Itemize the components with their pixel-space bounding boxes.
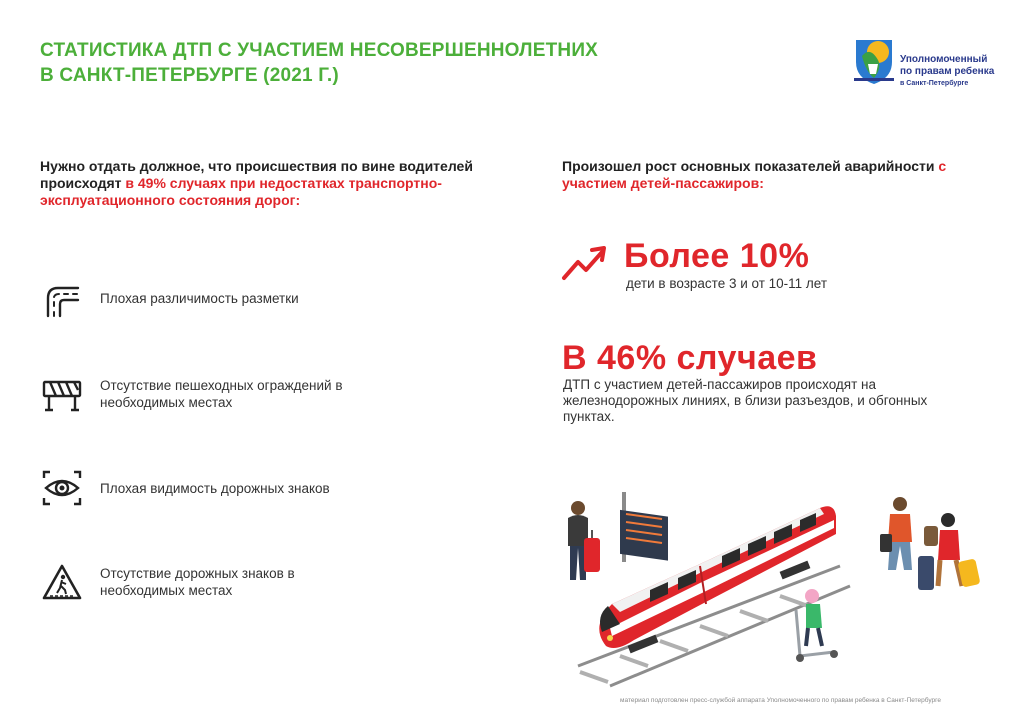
factor-text-content: Отсутствие дорожных знаков в необходимых местах [100,566,295,598]
child-scooter [796,589,838,662]
travelling-family [880,497,981,590]
factor-text-content: Отсутствие пешеходных ограждений в необходимых местах [100,378,343,410]
page-title-line1: СТАТИСТИКА ДТП С УЧАСТИЕМ НЕСОВЕРШЕННОЛЕТНИХ [40,40,599,61]
intro-highlight: в 49% случаях при недостатках транспортно-эксплуатационного состояния дорог: [40,175,442,208]
factor-text: Плохая видимость дорожных знаков [100,480,330,496]
factor-text [100,565,360,599]
right-heading [562,158,982,192]
intro-text: Нужно отдать должное, что происшествия по вине водителей происходят [40,158,473,191]
train-illustration [550,486,1010,696]
pedestrian-sign-icon [40,560,84,604]
trend-up-icon [560,242,610,282]
factor-row [40,466,330,510]
factor-row [40,372,390,416]
passenger-man [568,501,600,580]
stat2-desc: ДТП с участием детей-пассажиров происходят на железнодорожных линиях, в близи разъездов, и обгонных пунктах. [563,377,928,424]
logo-line3: в Санкт-Петербурге [900,80,969,87]
factor-row [40,560,360,604]
departure-board [620,492,668,562]
factor-row [40,276,299,320]
logo-line1: Уполномоченный [900,54,988,65]
right-heading-highlight: с участием детей-пассажиров: [562,158,947,191]
road-marking-icon [40,276,84,320]
page-title [40,38,680,88]
stat2-value: В 46% случаев [562,339,818,377]
logo-line2: по правам ребенка [900,66,995,77]
ombudsman-logo [848,34,900,86]
eye-icon [40,466,84,510]
factor-text [100,377,390,411]
right-heading-text: Произошел рост основных показателей аварийности [562,158,939,174]
logo-text [900,54,994,90]
page-title-line2: В САНКТ-ПЕТЕРБУРГЕ (2021 Г.) [40,65,339,86]
stat1-value: Более 10% [624,237,810,275]
footer-credit: материал подготовлен пресс-службой аппарата Уполномоченного по правам ребенка в Санкт-Петербурге [620,697,941,704]
intro-paragraph [40,158,480,209]
barrier-icon [40,372,84,416]
factor-text: Плохая различимость разметки [100,290,299,306]
stat1-desc: дети в возрасте 3 и от 10-11 лет [626,276,828,291]
